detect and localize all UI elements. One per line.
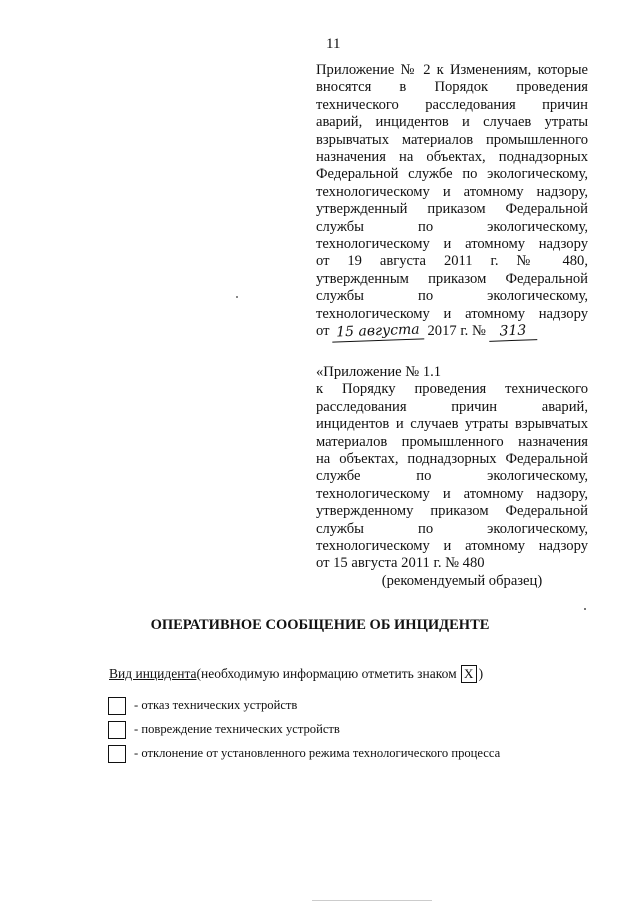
appendix-2-line: технического расследования причин (316, 96, 588, 113)
appendix-1-1-line: утвержденному приказом Федеральной (316, 503, 588, 520)
scan-edge-rule (312, 900, 432, 901)
option-checkbox[interactable] (108, 745, 126, 763)
order-year: 2017 г. № (427, 323, 486, 340)
incident-kind-hint: (необходимую информацию отметить знаком (196, 666, 457, 681)
incident-kind-line (109, 665, 483, 683)
option-checkbox[interactable] (108, 697, 126, 715)
appendix-1-1-line: расследования причин аварий, (316, 398, 588, 415)
option-label: - отклонение от установленного режима технологического процесса (134, 746, 501, 760)
appendix-2-line: Федеральной службе по экологическому, (316, 166, 588, 183)
sample-note: (рекомендуемый образец) (381, 572, 543, 589)
appendix-2-line: технологическому и атомному надзору (316, 305, 588, 322)
scan-speck (584, 608, 586, 610)
appendix-1-1-line: технологическому и атомному надзору, (316, 485, 588, 502)
appendix-2-line: взрывчатых материалов промышленного (316, 131, 588, 148)
incident-kind-options (108, 697, 500, 769)
appendix-2-line: технологическому и атомному надзору, (316, 183, 588, 200)
appendix-2-line: аварий, инцидентов и случаев утраты (316, 114, 588, 131)
mark-sample-box: X (461, 665, 477, 683)
option-process-deviation (108, 745, 500, 762)
appendix-2-line: от 19 августа 2011 г. № 480, (316, 253, 588, 270)
appendix-2-line: утвержденный приказом Федеральной (316, 201, 588, 218)
option-label: - повреждение технических устройств (134, 722, 340, 736)
appendix-1-1-line: службе по экологическому, (316, 468, 588, 485)
option-label: - отказ технических устройств (134, 698, 298, 712)
appendix-1-1-line: службы по экологическому, (316, 520, 588, 537)
appendix-1-1-line: инцидентов и случаев утраты взрывчатых (316, 416, 588, 433)
appendix-1-1-line: «Приложение № 1.1 (316, 364, 442, 380)
appendix-1-1-line: материалов промышленного назначения (316, 433, 588, 450)
page-number: 11 (326, 36, 341, 52)
appendix-1-1-line: к Порядку проведения технического (316, 381, 588, 398)
handwritten-order-number: 313 (489, 322, 538, 342)
appendix-2-line: Приложение № 2 к Изменениям, которые (316, 62, 588, 78)
scan-speck (236, 296, 238, 298)
incident-kind-close: ) (478, 666, 484, 681)
appendix-1-1-line: на объектах, поднадзорных Федеральной (316, 451, 588, 468)
appendix-1-1-line: технологическому и атомному надзору (316, 538, 588, 555)
appendix-1-1-header (316, 364, 588, 590)
option-equipment-damage (108, 721, 500, 738)
handwritten-date: 15 августа (332, 321, 425, 343)
appendix-2-line: службы по экологическому, (316, 218, 588, 235)
incident-kind-label: Вид инцидента (109, 666, 197, 681)
appendix-2-line: утвержденным приказом Федеральной (316, 270, 588, 287)
appendix-2-line: вносятся в Порядок проведения (316, 79, 588, 96)
option-checkbox[interactable] (108, 721, 126, 739)
appendix-2-header (316, 62, 588, 342)
appendix-2-line: службы по экологическому, (316, 288, 588, 305)
order-signature-line (316, 323, 588, 341)
appendix-1-1-line: от 15 августа 2011 г. № 480 (316, 555, 485, 572)
order-prefix: от (316, 323, 330, 340)
appendix-2-line: назначения на объектах, поднадзорных (316, 149, 588, 166)
appendix-2-line: технологическому и атомному надзору (316, 236, 588, 253)
form-title: ОПЕРАТИВНОЕ СООБЩЕНИЕ ОБ ИНЦИДЕНТЕ (150, 617, 490, 633)
option-equipment-failure (108, 697, 500, 714)
